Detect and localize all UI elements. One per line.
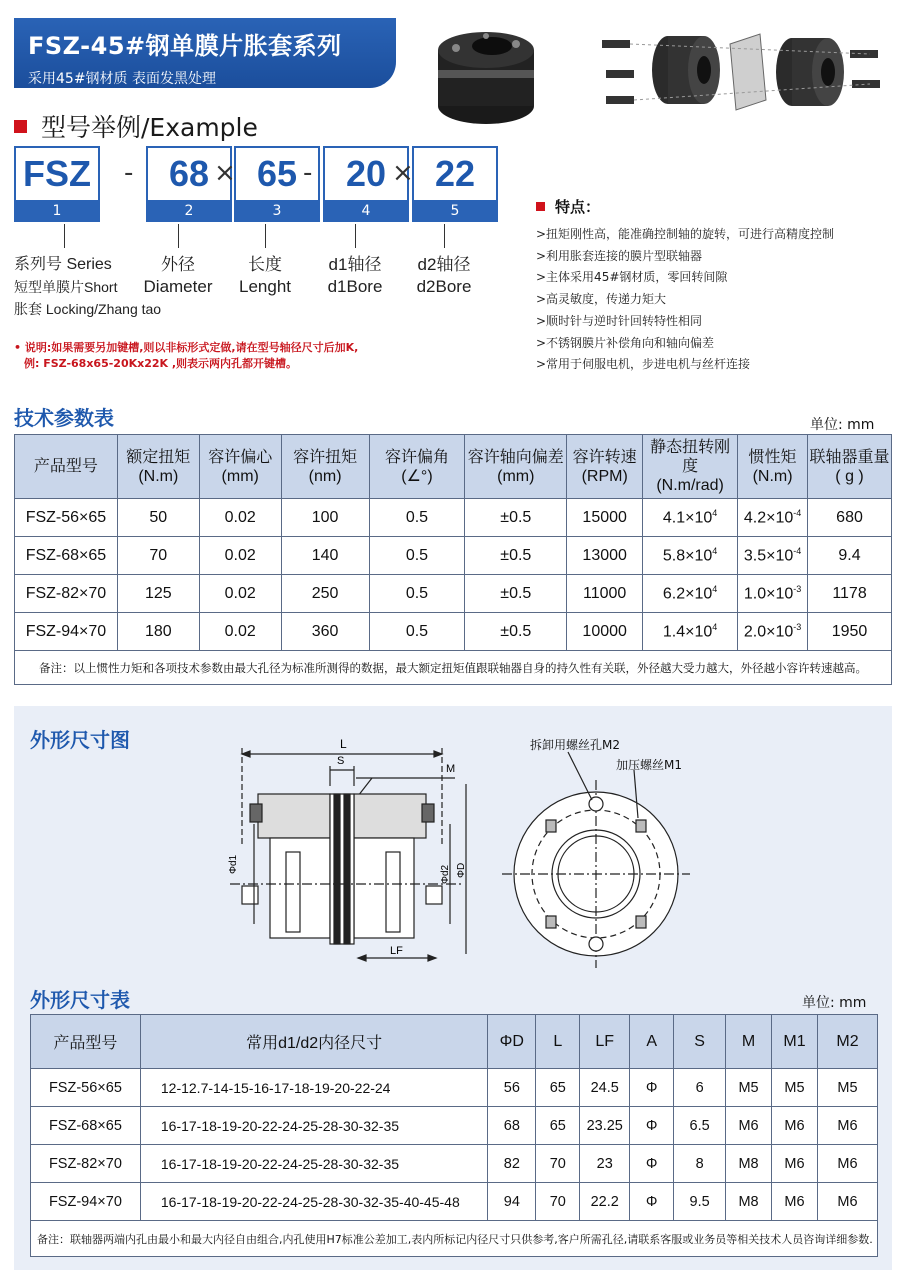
col-header: 联轴器重量 ( g ) bbox=[808, 435, 892, 499]
dims-note: 备注：联轴器两端内孔由最小和最大内径自由组合,内孔使用H7标准公差加工,表内所标记内径尺寸只供参考,客户所需孔径,请联系客服或业务员等相关技术人员咨询详细参数. bbox=[31, 1221, 878, 1257]
product-photos bbox=[430, 10, 890, 136]
col-header: 常用d1/d2内径尺寸 bbox=[140, 1015, 487, 1069]
col-header: S bbox=[674, 1015, 726, 1069]
separator: × bbox=[214, 158, 236, 188]
dim-S-label: S bbox=[337, 755, 345, 767]
dimensions-table bbox=[30, 1014, 878, 1257]
table-note-row bbox=[15, 651, 892, 685]
leader-line bbox=[355, 224, 356, 248]
table-row: FSZ-56×65 50 0.02 100 0.5 ±0.5 15000 $4.1\times 10^4$ $4.2\times 10^{-4}$ 680 bbox=[15, 499, 892, 537]
title-banner bbox=[14, 18, 396, 88]
leader-line bbox=[265, 224, 266, 248]
dim-d1-label: Φd1 bbox=[228, 854, 239, 874]
col-header: 产品型号 bbox=[31, 1015, 141, 1069]
label-series: 系列号 Series 短型单膜片Short 胀套 Locking/Zhang tao bbox=[14, 256, 162, 317]
m1-screw-label: 加压螺丝M1 bbox=[616, 758, 682, 772]
table-row: FSZ-68×65 16-17-18-19-20-22-24-25-28-30-32-35 68 65 23.25 Φ 6.5 M6 M6 M6 bbox=[31, 1107, 878, 1145]
exploded-coupling-image bbox=[602, 34, 880, 110]
col-header: 容许扭矩 (nm) bbox=[281, 435, 369, 499]
col-header: 额定扭矩 (N.m) bbox=[117, 435, 199, 499]
code-box-d2: 22 5 bbox=[412, 146, 498, 222]
m2-hole-label: 拆卸用螺丝孔M2 bbox=[530, 738, 620, 752]
col-header: 容许偏心 (mm) bbox=[199, 435, 281, 499]
separator: × bbox=[392, 158, 414, 188]
dims-table-title: 外形尺寸表 bbox=[30, 988, 130, 1012]
red-square-icon bbox=[14, 120, 27, 133]
label-length: 长度 Lenght bbox=[239, 255, 291, 296]
col-header: M2 bbox=[817, 1015, 877, 1069]
col-header: A bbox=[630, 1015, 674, 1069]
dim-L-label: L bbox=[340, 737, 347, 751]
col-header: 产品型号 bbox=[15, 435, 118, 499]
col-header: M bbox=[726, 1015, 772, 1069]
example-heading: 型号举例/Example bbox=[14, 108, 258, 144]
dim-D-label: ΦD bbox=[456, 862, 467, 878]
feature-item: >顺时针与逆时针回转特性相同 bbox=[536, 313, 703, 328]
table-header-row bbox=[15, 435, 892, 499]
dim-d2-label: Φd2 bbox=[440, 864, 451, 884]
keyway-note: • 说明:如果需要另加键槽,则以非标形式定做,请在型号轴径尺寸后加K, 例: FSZ-68x65-20Kx22K ,则表示两内孔都开键槽。 bbox=[14, 341, 359, 370]
feature-item: >利用胀套连接的膜片型联轴器 bbox=[536, 248, 703, 263]
dim-LF-label: LF bbox=[390, 945, 403, 957]
tech-params-table bbox=[14, 434, 892, 685]
page-title: FSZ-45#钢单膜片胀套系列 bbox=[28, 32, 342, 60]
col-header: 容许偏角 (∠°) bbox=[369, 435, 465, 499]
table-row: FSZ-68×65 70 0.02 140 0.5 ±0.5 13000 $5.8\times 10^4$ $3.5\times 10^{-4}$ 9.4 bbox=[15, 537, 892, 575]
features-list bbox=[536, 224, 834, 376]
table-row: FSZ-82×70 125 0.02 250 0.5 ±0.5 11000 $6.2\times 10^4$ $1.0\times 10^{-3}$ 1178 bbox=[15, 575, 892, 613]
separator: - bbox=[124, 158, 134, 188]
table-row: FSZ-82×70 16-17-18-19-20-22-24-25-28-30-32-35 82 70 23 Φ 8 M8 M6 M6 bbox=[31, 1145, 878, 1183]
col-header: ΦD bbox=[488, 1015, 536, 1069]
assembled-coupling-image bbox=[438, 32, 534, 124]
col-header: L bbox=[536, 1015, 580, 1069]
separator: - bbox=[303, 158, 313, 188]
tech-unit: 单位: mm bbox=[810, 417, 875, 433]
leader-line bbox=[444, 224, 445, 248]
table-note-row bbox=[31, 1221, 878, 1257]
leader-line bbox=[64, 224, 65, 248]
feature-item: >扭矩刚性高，能准确控制轴的旋转，可进行高精度控制 bbox=[536, 227, 835, 241]
col-header: 静态扭转刚度 (N.m/rad) bbox=[643, 435, 738, 499]
code-box-length: 65 3 bbox=[234, 146, 320, 222]
table-header-row bbox=[31, 1015, 878, 1069]
code-box-series: FSZ 1 bbox=[14, 146, 100, 222]
table-row: FSZ-94×70 180 0.02 360 0.5 ±0.5 10000 $1.4\times 10^4$ $2.0\times 10^{-3}$ 1950 bbox=[15, 613, 892, 651]
table-row: FSZ-94×70 16-17-18-19-20-22-24-25-28-30-32-35-40-45-48 94 70 22.2 Φ 9.5 M8 M6 M6 bbox=[31, 1183, 878, 1221]
feature-item: >主体采用45#钢材质，零回转间隙 bbox=[536, 270, 728, 285]
col-header: LF bbox=[580, 1015, 630, 1069]
leader-line bbox=[178, 224, 179, 248]
drawing-title: 外形尺寸图 bbox=[30, 728, 130, 752]
feature-item: >不锈钢膜片补偿角向和轴向偏差 bbox=[536, 335, 715, 350]
feature-item: >常用于伺服电机，步进电机与丝杆连接 bbox=[536, 357, 751, 372]
tech-table-title: 技术参数表 bbox=[14, 406, 114, 430]
label-d2: d2轴径 d2Bore bbox=[416, 255, 472, 296]
feature-item: >高灵敏度，传递力矩大 bbox=[536, 292, 667, 307]
col-header: 容许转速 (RPM) bbox=[567, 435, 643, 499]
col-header: M1 bbox=[772, 1015, 818, 1069]
table-row: FSZ-56×65 12-12.7-14-15-16-17-18-19-20-22-24 56 65 24.5 Φ 6 M5 M5 M5 bbox=[31, 1069, 878, 1107]
col-header: 惯性矩 (N.m) bbox=[738, 435, 808, 499]
dim-M-label: M bbox=[446, 763, 456, 775]
red-square-icon bbox=[536, 202, 545, 211]
label-diameter: 外径 Diameter bbox=[143, 255, 213, 296]
tech-note: 备注：以上惯性力矩和各项技术参数由最大孔径为标准所测得的数据，最大额定扭矩值跟联轴器自身的持久性有关联，外径越大受力越大，外径越小容许转速越高。 bbox=[15, 651, 892, 685]
dims-unit: 单位: mm bbox=[802, 995, 867, 1011]
col-header: 容许轴向偏差 (mm) bbox=[465, 435, 567, 499]
label-d1: d1轴径 d1Bore bbox=[327, 255, 383, 296]
code-box-d1: 20 4 bbox=[323, 146, 409, 222]
page-subtitle: 采用45#钢材质 表面发黑处理 bbox=[28, 71, 216, 87]
features-heading: 特点： bbox=[536, 196, 600, 217]
code-box-diameter: 68 2 bbox=[146, 146, 232, 222]
